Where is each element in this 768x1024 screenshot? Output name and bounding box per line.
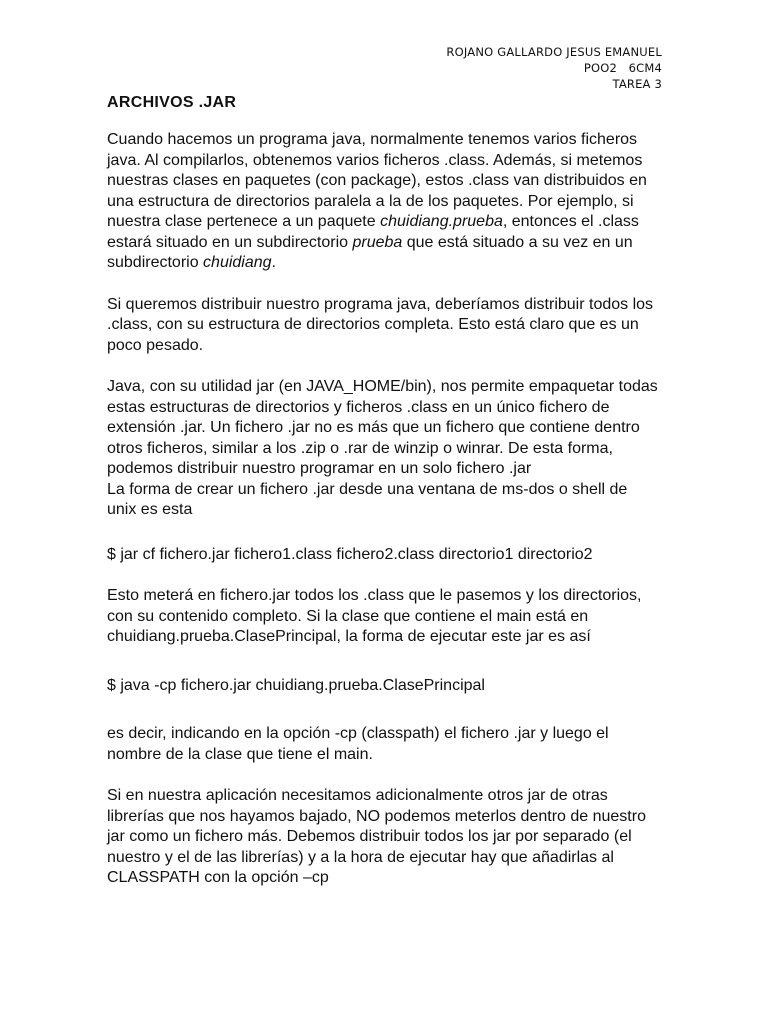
paragraph-libraries: Si en nuestra aplicación necesitamos adicionalmente otros jar de otras librerías que nos hayamos bajado, NO podemos meterlos dentro de nuestro jar como un fichero más. Debemos distribuir todos los jar por separado (el nuestro y el de las librerías) y a la hora de ejecutar hay que añadirlas al CLASSPATH con la opción –cp (107, 787, 646, 886)
course-code: POO2 6CM4 (583, 61, 662, 75)
paragraph-create-jar: La forma de crear un fichero .jar desde una ventana de ms-dos o shell de unix es esta (107, 480, 628, 518)
document-header (446, 44, 662, 92)
paragraph-intro-text-a: Cuando hacemos un programa java, normalmente tenemos varios ficheros java. Al compilarlos, obtenemos varios ficheros .class. Además, si metemos nuestras clases en paquetes (con package), estos .class van distribuidos en una estructura de directorios paralela a la de los paquetes. Por ejemplo, si nuestra clase pertenece a un paquete (107, 131, 647, 230)
author-name: ROJANO GALLARDO JESUS EMANUEL (446, 45, 662, 59)
parent-directory-emphasis: chuidiang (203, 254, 272, 271)
paragraph-intro-text-b: , entonces el .class estará situado en un subdirectorio (107, 213, 639, 251)
package-name-emphasis: chuidiang.prueba (380, 213, 503, 230)
subdirectory-emphasis: prueba (352, 233, 403, 251)
paragraph-jar-utility: Java, con su utilidad jar (en JAVA_HOME/bin), nos permite empaquetar todas estas estructuras de directorios y ficheros .class en un único fichero de extensión .jar. Un fichero .jar no es más que un fichero que contiene dentro otros ficheros, similar a los .zip o .rar de winzip o winrar. De esta forma, podemos distribuir nuestro programar en un solo fichero .jar (107, 378, 658, 477)
command-create-jar: $ jar cf fichero.jar fichero1.class fichero2.class directorio1 directorio2 (107, 545, 593, 563)
document-title: ARCHIVOS .JAR (107, 94, 237, 111)
document-body (107, 130, 659, 910)
paragraph-intro-text-c: que está situado a su vez en un subdirectorio (107, 233, 633, 271)
paragraph-intro (107, 130, 659, 274)
assignment-label: TAREA 3 (612, 77, 662, 91)
paragraph-distribution: Si queremos distribuir nuestro programa java, deberíamos distribuir todos los .class, con su estructura de directorios completa. Esto está claro que es un poco pesado. (107, 295, 654, 354)
paragraph-intro-text-d: . (271, 254, 276, 271)
paragraph-classpath-explanation: es decir, indicando en la opción -cp (classpath) el fichero .jar y luego el nombre de la clase que tiene el main. (107, 725, 609, 763)
command-run-jar: $ java -cp fichero.jar chuidiang.prueba.ClasePrincipal (107, 676, 485, 694)
paragraph-jar-contents: Esto meterá en fichero.jar todos los .class que le pasemos y los directorios, con su contenido completo. Si la clase que contiene el main está en chuidiang.prueba.ClasePrincipal, la forma de ejecutar este jar es así (107, 587, 642, 645)
